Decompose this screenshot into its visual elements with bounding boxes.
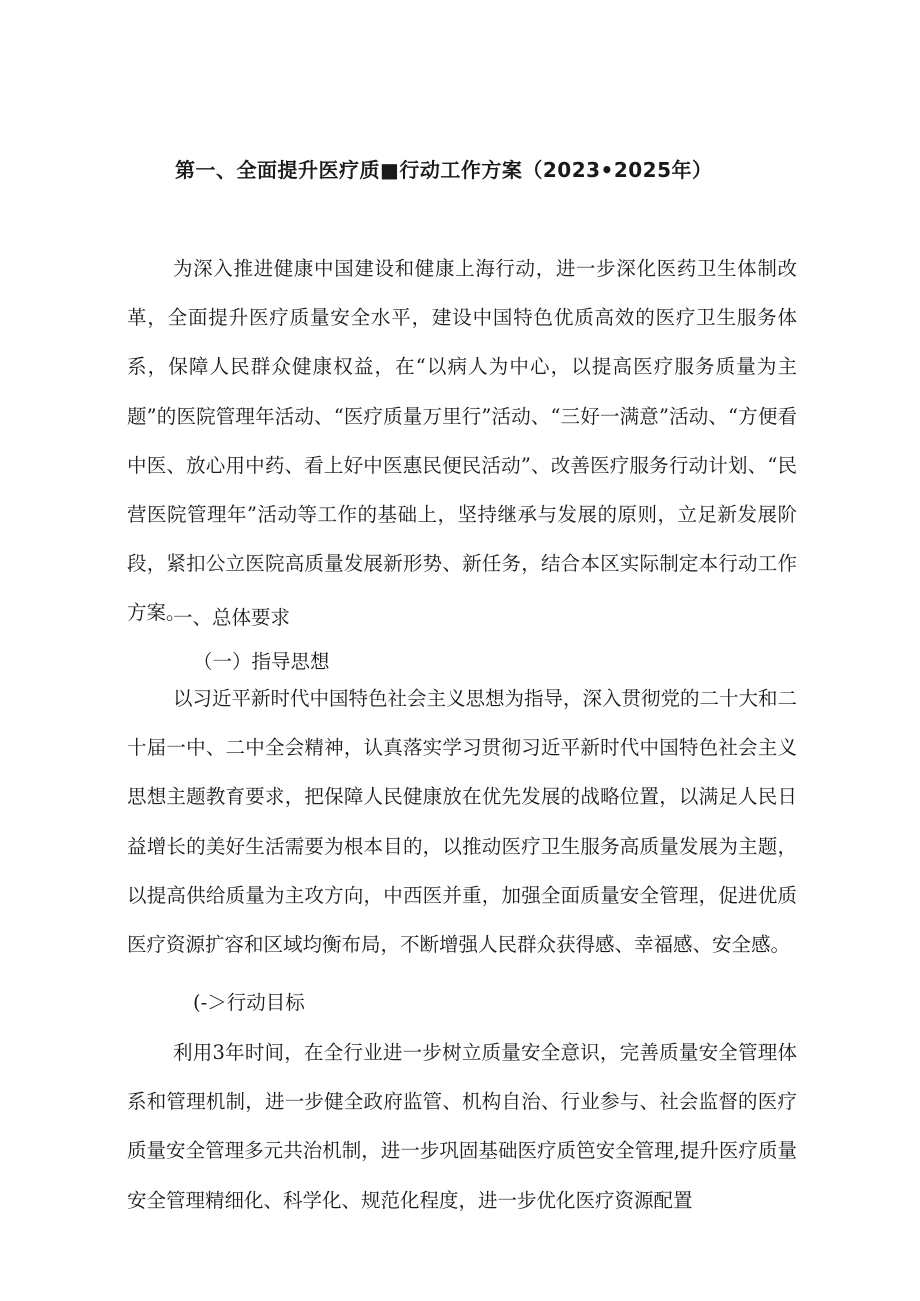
document-title: 第一、全面提升医疗质■行动工作方案（2023•2025年）: [175, 158, 713, 182]
subsection-heading-guiding-ideology: （一）指导思想: [193, 650, 330, 673]
intro-paragraph: 为深入推进健康中国建设和健康上海行动，进一步深化医药卫生体制改革，全面提升医疗质量安全水平，建设中国特色优质高效的医疗卫生服务体系，保障人民群众健康权益，在“以病人为中心，以提高医疗服务质量为主题”的医院管理年活动、“医疗质量万里行”活动、“三好一满意”活动、“方便看中医、放心用中药、看上好中医惠民便民活动”、改善医疗服务行动计划、“民营医院管理年”活动等工作的基础上，坚持继承与发展的原则，立足新发展阶段，紧扣公立医院高质量发展新形势、新任务，结合本区实际制定本行动工作方案。: [127, 257, 797, 625]
section-heading-general-requirements: 一、总体要求: [173, 606, 291, 629]
subsection-heading-action-goals: (-＞行动目标: [193, 991, 305, 1014]
action-goals-paragraph: 利用3年时间，在全行业进一步树立质量安全意识，完善质量安全管理体系和管理机制，进一步健全政府监管、机构自治、行业参与、社会监督的医疗质量安全管理多元共治机制，进一步巩固基础医疗质笆安全管理,提升医疗质量安全管理精细化、科学化、规范化程度，进一步优化医疗资源配置: [127, 1041, 797, 1212]
guiding-ideology-paragraph: 以习近平新时代中国特色社会主义思想为指导，深入贯彻党的二十大和二十届一中、二中全会精神，认真落实学习贯彻习近平新时代中国特色社会主义思想主题教育要求，把保障人民健康放在优先发展的战略位置，以满足人民日益增长的美好生活需要为根本目的，以推动医疗卫生服务高质量发展为主题，以提高供给质量为主攻方向，中西医并重，加强全面质量安全管理，促进优质医疗资源扩容和区域均衡布局，不断增强人民群众获得感、幸福感、安全感。: [127, 687, 798, 957]
